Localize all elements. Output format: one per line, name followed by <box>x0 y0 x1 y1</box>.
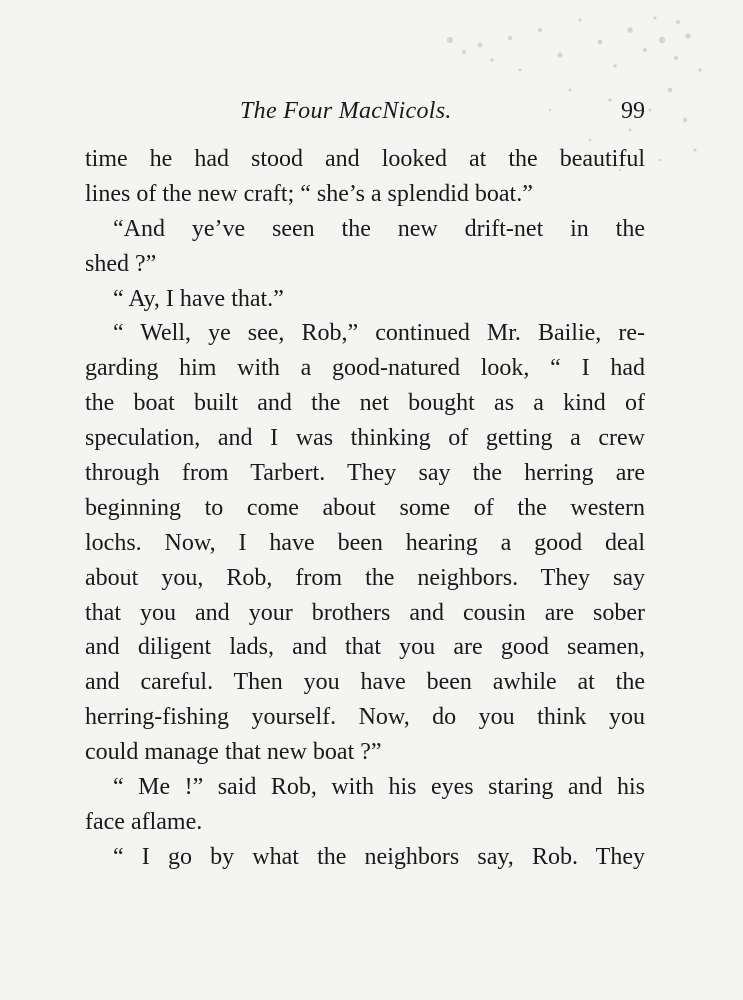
text-line: about you, Rob, from the neighbors. They say <box>85 564 645 591</box>
running-title: The Four MacNicols. <box>240 98 452 124</box>
text-line: and diligent lads, and that you are good seamen, <box>85 634 645 661</box>
text-line: “ I go by what the neighbors say, Rob. They <box>113 843 645 870</box>
text-line: beginning to come about some of the western <box>85 494 645 521</box>
text-line: herring-fishing yourself. Now, do you think you <box>85 704 645 731</box>
text-line: “ Ay, I have that.” <box>113 285 284 312</box>
text-line: “ Well, ye see, Rob,” continued Mr. Bailie, re- <box>113 320 645 347</box>
text-line: face aflame. <box>85 808 203 835</box>
text-line: garding him with a good-natured look, “ I had <box>85 355 645 382</box>
text-line: “ Me !” said Rob, with his eyes staring and his <box>113 774 645 801</box>
text-line: “And ye’ve seen the new drift-net in the <box>113 215 645 242</box>
text-line: and careful. Then you have been awhile at the <box>85 669 645 696</box>
running-header <box>85 96 645 130</box>
text-line: that you and your brothers and cousin are sober <box>85 599 645 626</box>
text-line: speculation, and I was thinking of getting a crew <box>85 425 645 452</box>
text-line: time he had stood and looked at the beautiful <box>85 146 645 172</box>
page-number: 99 <box>621 98 645 124</box>
body-text <box>85 142 645 875</box>
text-line: the boat built and the net bought as a kind of <box>85 390 645 417</box>
text-line: lines of the new craft; “ she’s a splendid boat.” <box>85 180 533 207</box>
text-line: through from Tarbert. They say the herring are <box>85 460 645 487</box>
text-line: lochs. Now, I have been hearing a good deal <box>85 529 645 556</box>
text-line: could manage that new boat ?” <box>85 739 382 766</box>
text-line: shed ?” <box>85 250 157 277</box>
